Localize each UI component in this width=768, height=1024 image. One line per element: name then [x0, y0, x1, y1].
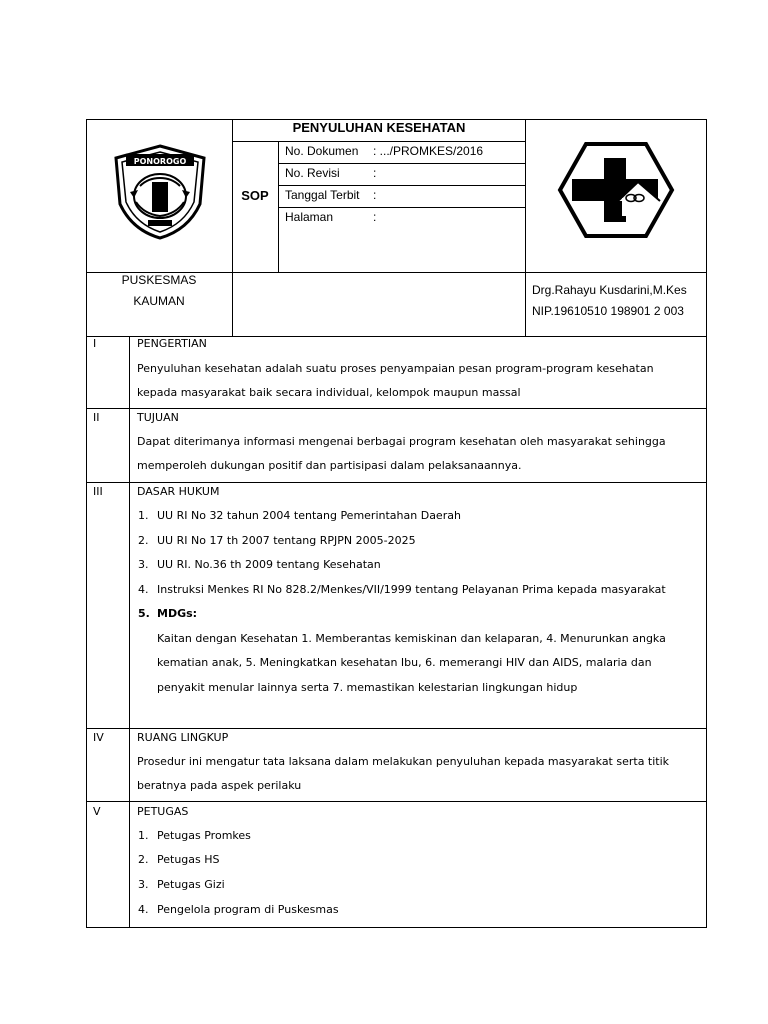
field-value-document-number: : .../PROMKES/2016 [373, 144, 484, 158]
legal-basis-item-4: Instruksi Menkes RI No 828.2/Menkes/VII/1999 tentang Pelayanan Prima kepada masyarakat [157, 583, 666, 596]
header-col-sep-2 [525, 119, 526, 337]
section-1-text-line-2: kepada masyarakat baik secara individual, kelompok maupun massal [137, 386, 521, 399]
officer-number-2: 2. [138, 853, 149, 866]
table-border-bottom [86, 927, 707, 928]
field-label-document-number: No. Dokumen [285, 144, 359, 158]
field-value-page: : [373, 210, 377, 224]
mdg-text-line-3: penyakit menular lainnya serta 7. memastikan kelestarian lingkungan hidup [157, 681, 578, 694]
section-number-1: I [93, 337, 97, 350]
section-sep-1 [86, 408, 707, 409]
legal-basis-number-3: 3. [138, 558, 149, 571]
table-border-right [706, 119, 707, 928]
section-number-5: V [93, 805, 101, 818]
legal-basis-number-5: 5. [138, 607, 150, 620]
mdg-text-line-2: kematian anak, 5. Meningkatkan kesehatan Ibu, 6. memerangi HIV dan AIDS, malaria dan [157, 656, 652, 669]
field-sep-2 [278, 185, 526, 186]
legal-basis-number-2: 2. [138, 534, 149, 547]
section-2-text-line-1: Dapat diterimanya informasi mengenai berbagai program kesehatan oleh masyarakat sehingga [137, 435, 666, 448]
section-number-2: II [93, 411, 100, 424]
signatory-nip: NIP.19610510 198901 2 003 [532, 304, 684, 318]
section-sep-4 [86, 801, 707, 802]
section-4-text-line-1: Prosedur ini mengatur tata laksana dalam melakukan penyuluhan kepada masyarakat serta titik [137, 755, 670, 768]
field-label-revision: No. Revisi [285, 166, 340, 180]
section-heading-4: RUANG LINGKUP [137, 731, 229, 744]
section-2-text-line-2: memperoleh dukungan positif dan partisipasi dalam pelaksanaannya. [137, 459, 522, 472]
officer-number-3: 3. [138, 878, 149, 891]
legal-basis-item-5: MDGs: [157, 607, 198, 620]
officer-item-4: Pengelola program di Puskesmas [157, 903, 339, 916]
officer-item-1: Petugas Promkes [157, 829, 251, 842]
field-value-revision: : [373, 166, 377, 180]
legal-basis-number-1: 1. [138, 509, 149, 522]
section-sep-2 [86, 482, 707, 483]
legal-basis-item-2: UU RI No 17 th 2007 tentang RPJPN 2005-2025 [157, 534, 416, 547]
section-heading-1: PENGERTIAN [137, 337, 207, 350]
section-heading-2: TUJUAN [137, 411, 179, 424]
section-sep-3 [86, 728, 707, 729]
field-value-issue-date: : [373, 188, 377, 202]
mdg-text-line-1: Kaitan dengan Kesehatan 1. Memberantas kemiskinan dan kelaparan, 4. Menurunkan angka [157, 632, 666, 645]
emblem-text: PONOROGO [133, 157, 187, 166]
field-label-issue-date: Tanggal Terbit [285, 188, 360, 202]
officer-item-3: Petugas Gizi [157, 878, 225, 891]
officer-number-4: 4. [138, 903, 149, 916]
legal-basis-number-4: 4. [138, 583, 149, 596]
field-sep-3 [278, 207, 526, 208]
officer-number-1: 1. [138, 829, 149, 842]
title-underline [232, 141, 526, 142]
section-number-4: IV [93, 731, 104, 744]
regency-emblem [108, 142, 212, 242]
institution-name-line2: KAUMAN [133, 294, 185, 308]
section-4-text-line-2: beratnya pada aspek perilaku [137, 779, 302, 792]
puskesmas-logo [556, 140, 676, 240]
sop-label: SOP [241, 188, 269, 203]
header-col-sep-1 [232, 119, 233, 337]
section-1-text-line-1: Penyuluhan kesehatan adalah suatu proses penyampaian pesan program-program kesehatan [137, 362, 654, 375]
officer-item-2: Petugas HS [157, 853, 220, 866]
document-title: PENYULUHAN KESEHATAN [292, 120, 466, 135]
section-heading-5: PETUGAS [137, 805, 189, 818]
legal-basis-item-1: UU RI No 32 tahun 2004 tentang Pemerintahan Daerah [157, 509, 461, 522]
field-sep-1 [278, 163, 526, 164]
table-border-left [86, 119, 87, 928]
number-col-sep [129, 336, 130, 928]
section-heading-3: DASAR HUKUM [137, 485, 220, 498]
field-label-page: Halaman [285, 210, 334, 224]
legal-basis-item-3: UU RI. No.36 th 2009 tentang Kesehatan [157, 558, 381, 571]
section-number-3: III [93, 485, 103, 498]
signatory-name: Drg.Rahayu Kusdarini,M.Kes [532, 283, 687, 297]
institution-name-line1: PUSKESMAS [121, 273, 197, 287]
